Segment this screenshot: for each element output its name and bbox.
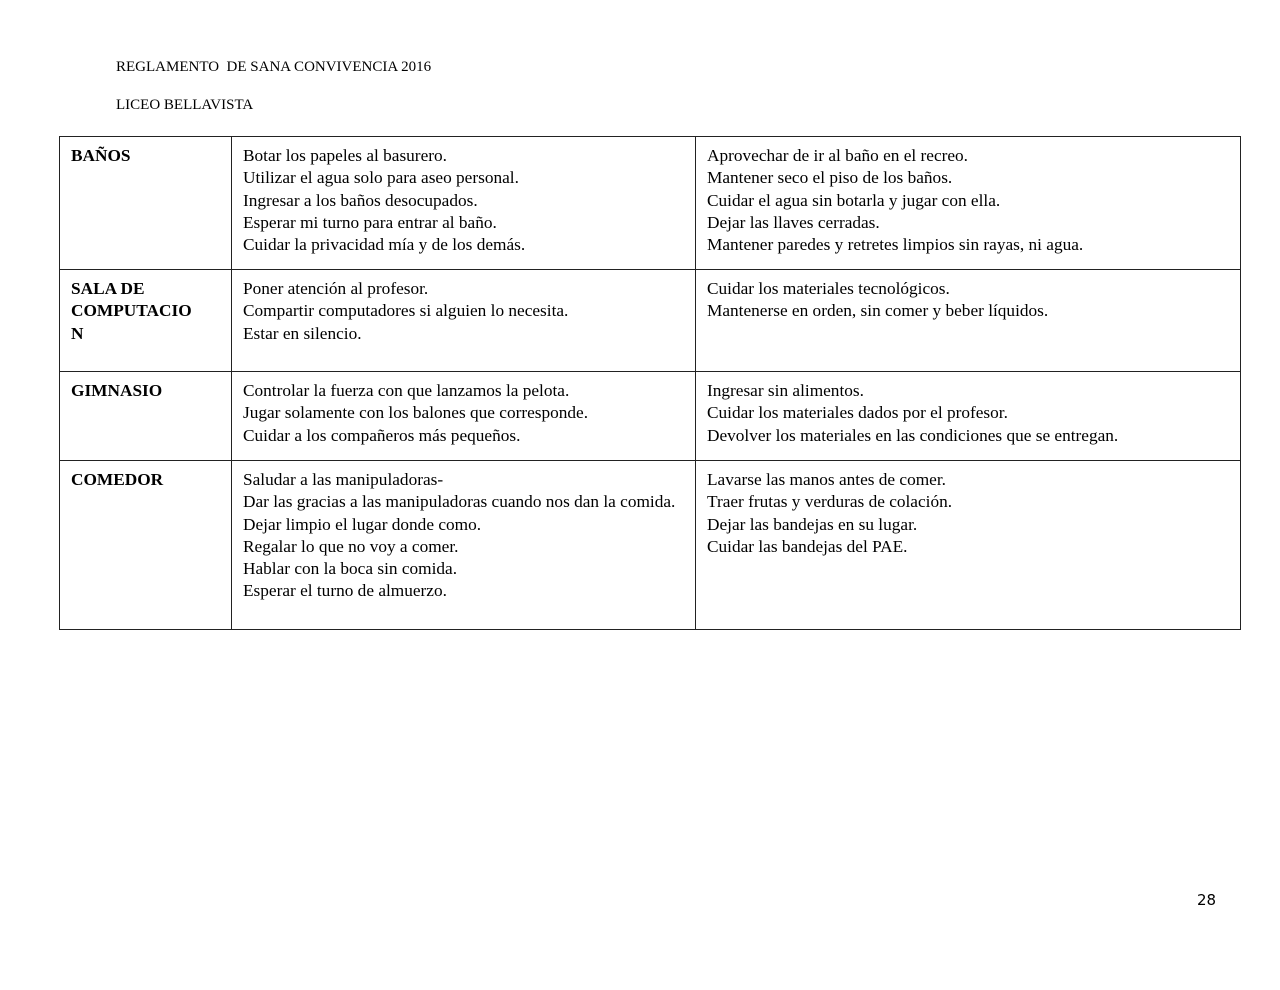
care-item: Dejar las bandejas en su lugar. [707,514,918,534]
behaviors-cell [232,270,696,372]
place-label: GIMNASIO [71,381,163,400]
place-label: COMEDOR [71,470,164,489]
school-name: LICEO BELLAVISTA [116,97,254,113]
place-cell [60,137,232,270]
behavior-item: Utilizar el agua solo para aseo personal. [243,168,519,188]
behavior-item: Estar en silencio. [243,323,362,343]
care-item: Cuidar los materiales dados por el profesor. [707,403,1008,423]
care-item: Traer frutas y verduras de colación. [707,492,953,512]
care-item: Cuidar las bandejas del PAE. [707,536,908,556]
behavior-item: Poner atención al profesor. [243,279,429,298]
behavior-item: Controlar la fuerza con que lanzamos la pelota. [243,381,570,400]
behaviors-cell [232,372,696,461]
behavior-item: Cuidar la privacidad mía y de los demás. [243,235,526,255]
care-item: Cuidar los materiales tecnológicos. [707,279,950,298]
behavior-item: Jugar solamente con los balones que corresponde. [243,403,589,423]
behavior-item: Cuidar a los compañeros más pequeños. [243,425,521,445]
care-item: Dejar las llaves cerradas. [707,212,880,232]
document-title: REGLAMENTO DE SANA CONVIVENCIA 2016 [116,59,432,75]
behavior-item: Dar las gracias a las manipuladoras cuando nos dan la comida. [243,492,676,512]
page-number: 28 [1197,891,1217,909]
behavior-item: Botar los papeles al basurero. [243,146,447,165]
care-cell [696,270,1241,372]
behavior-item: Ingresar a los baños desocupados. [243,190,478,210]
place-label-line: N [71,323,84,343]
table-row-banos [60,137,1241,270]
place-cell [60,461,232,630]
care-item: Mantener seco el piso de los baños. [707,168,953,188]
care-item: Devolver los materiales en las condiciones que se entregan. [707,425,1119,445]
behavior-item: Esperar el turno de almuerzo. [243,581,447,601]
table-row-sala-de-computacion [60,270,1241,372]
care-item: Ingresar sin alimentos. [707,381,864,400]
care-item: Aprovechar de ir al baño en el recreo. [707,146,968,165]
behaviors-cell [232,137,696,270]
behavior-item: Dejar limpio el lugar donde como. [243,514,482,534]
place-cell [60,270,232,372]
place-label-line: SALA DE [71,279,145,298]
care-item: Lavarse las manos antes de comer. [707,470,946,489]
care-item: Cuidar el agua sin botarla y jugar con ella. [707,190,1001,210]
behavior-item: Saludar a las manipuladoras- [243,470,444,489]
care-item: Mantener paredes y retretes limpios sin rayas, ni agua. [707,235,1084,255]
care-item: Mantenerse en orden, sin comer y beber líquidos. [707,301,1049,321]
care-cell [696,137,1241,270]
place-label-line: COMPUTACIO [71,301,192,321]
place-cell [60,372,232,461]
behaviors-cell [232,461,696,630]
behavior-item: Regalar lo que no voy a comer. [243,536,459,556]
place-label: BAÑOS [71,146,131,165]
coexistence-rules-table [59,136,1241,630]
care-cell [696,461,1241,630]
table-row-gimnasio [60,372,1241,461]
behavior-item: Hablar con la boca sin comida. [243,559,458,579]
behavior-item: Esperar mi turno para entrar al baño. [243,212,497,232]
care-cell [696,372,1241,461]
table-row-comedor [60,461,1241,630]
behavior-item: Compartir computadores si alguien lo necesita. [243,301,569,321]
